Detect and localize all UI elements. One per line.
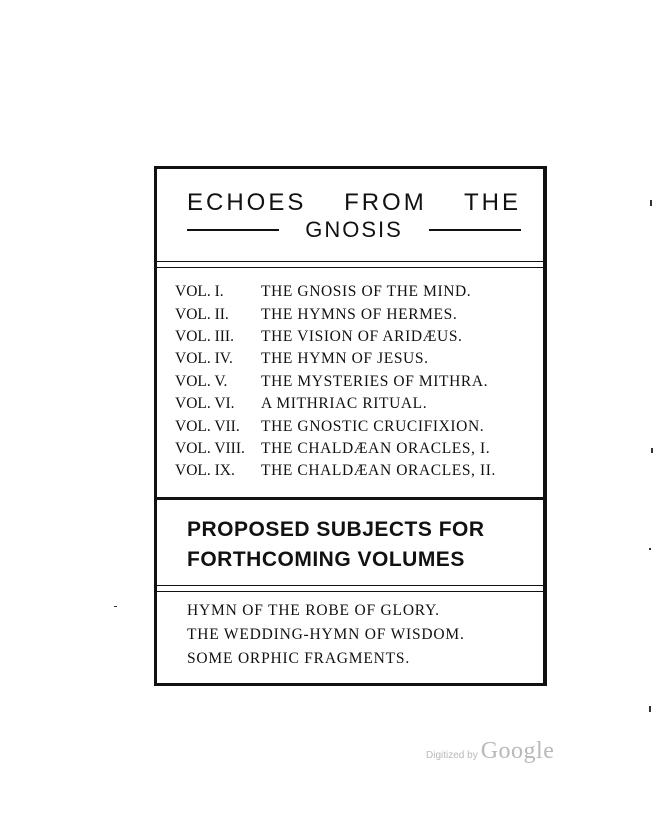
volume-title: THE VISION OF ARIDÆUS. <box>261 327 463 345</box>
volume-title: THE CHALDÆAN ORACLES, II. <box>261 462 497 480</box>
series-subtitle: GNOSIS <box>305 217 403 242</box>
volume-row <box>175 326 535 348</box>
scan-speck <box>114 606 117 607</box>
volume-title: THE HYMN OF JESUS. <box>261 350 429 368</box>
forthcoming-list <box>187 599 527 671</box>
watermark-brand: Google <box>480 738 555 764</box>
volume-number: VOL. V. <box>175 372 228 390</box>
volume-number: VOL. VIII. <box>175 439 245 457</box>
volume-row <box>175 371 535 393</box>
series-title: ECHOES FROM THE <box>187 189 521 216</box>
volume-row <box>175 303 535 325</box>
volume-title: THE HYMNS OF HERMES. <box>261 305 458 323</box>
volume-row <box>175 460 535 482</box>
forthcoming-item: SOME ORPHIC FRAGMENTS. <box>187 650 411 667</box>
volume-number: VOL. IX. <box>175 462 235 480</box>
volume-row <box>175 281 535 303</box>
proposed-heading <box>187 515 527 575</box>
volume-number: VOL. IV. <box>175 350 233 368</box>
volume-title: A MITHRIAC RITUAL. <box>261 395 428 413</box>
volume-number: VOL. I. <box>175 283 224 301</box>
volume-title: THE GNOSTIC CRUCIFIXION. <box>261 417 485 435</box>
series-header <box>157 169 543 261</box>
forthcoming-item: THE WEDDING-HYMN OF WISDOM. <box>187 626 465 643</box>
series-subtitle-row <box>187 217 521 243</box>
volume-number: VOL. VI. <box>175 395 235 413</box>
scan-speck <box>650 200 652 206</box>
proposed-heading-line2: FORTHCOMING VOLUMES <box>187 548 465 571</box>
volume-list <box>175 281 535 483</box>
ornament-rule-right <box>429 229 521 231</box>
volume-row <box>175 348 535 370</box>
forthcoming-item: HYMN OF THE ROBE OF GLORY. <box>187 602 440 619</box>
proposed-heading-line1: PROPOSED SUBJECTS FOR <box>187 518 485 541</box>
scan-speck <box>649 706 651 712</box>
volume-title: THE MYSTERIES OF MITHRA. <box>261 372 489 390</box>
divider-thick-rule <box>157 497 543 500</box>
digitized-watermark <box>426 738 554 765</box>
series-advert-frame <box>154 166 547 686</box>
volume-number: VOL. II. <box>175 305 229 323</box>
volume-number: VOL. III. <box>175 327 234 345</box>
ornament-rule-left <box>187 229 279 231</box>
divider-double-rule <box>157 585 543 592</box>
volume-number: VOL. VII. <box>175 417 240 435</box>
volume-title: THE CHALDÆAN ORACLES, I. <box>261 439 491 457</box>
volume-row <box>175 438 535 460</box>
volume-row <box>175 393 535 415</box>
watermark-prefix: Digitized by <box>426 750 478 761</box>
scan-speck <box>651 448 653 453</box>
divider-double-rule <box>157 261 543 268</box>
scan-speck <box>649 548 651 550</box>
volume-row <box>175 415 535 437</box>
volume-title: THE GNOSIS OF THE MIND. <box>261 283 472 301</box>
